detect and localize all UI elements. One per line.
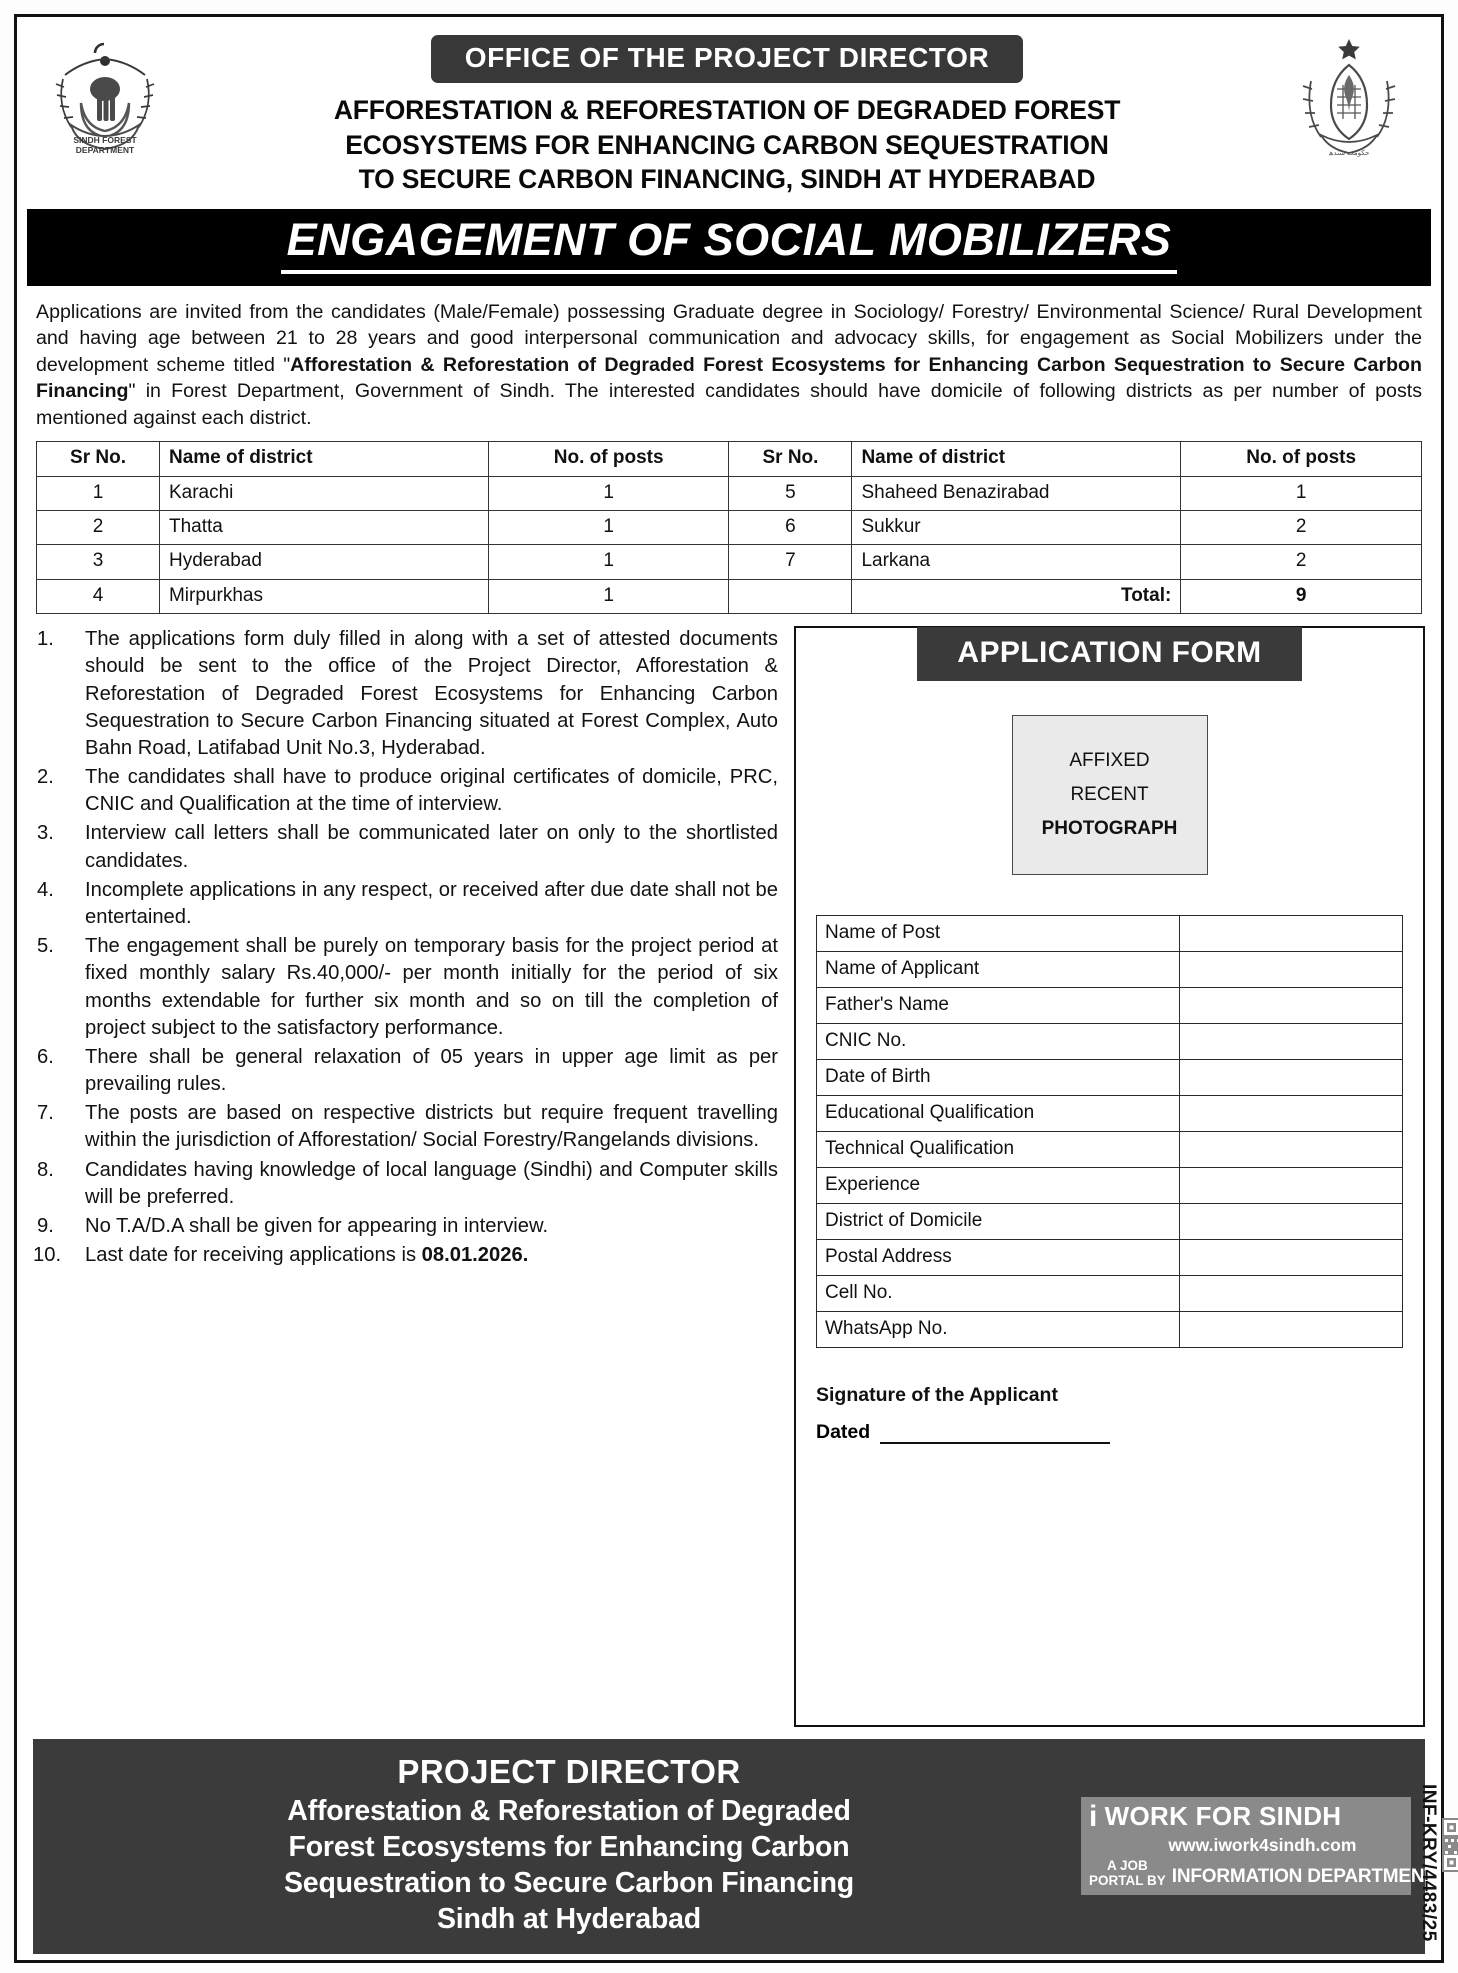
badge-content — [1089, 1799, 1436, 1888]
cell-district-2-2: Sukkur — [852, 511, 1181, 545]
cell-district-1-4: Mirpurkhas — [159, 579, 488, 613]
form-field-row — [817, 1060, 1403, 1096]
photograph-placeholder — [1012, 715, 1208, 875]
header-text-block — [175, 29, 1279, 197]
cell-total-value: 9 — [1181, 579, 1422, 613]
table-row-total — [37, 579, 1422, 613]
table-row — [37, 476, 1422, 510]
photo-line-1: AFFIXED — [1069, 750, 1150, 772]
field-label-technical-qualification: Technical Qualification — [817, 1132, 1180, 1168]
form-field-row — [817, 1240, 1403, 1276]
list-item-last-date — [33, 1242, 778, 1269]
field-input-educational-qualification[interactable] — [1180, 1096, 1403, 1132]
cell-posts-1-4: 1 — [488, 579, 729, 613]
cell-sr-2-1: 5 — [729, 476, 852, 510]
list-item-number: 2. — [37, 766, 54, 789]
list-item-text: No T.A/D.A shall be given for appearing in interview. — [85, 1214, 549, 1237]
svg-text:DEPARTMENT: DEPARTMENT — [75, 145, 135, 155]
intro-part-1: Applications are invited from the candidates (Male/Female) possessing Graduate degree in Sociology/ Forestry/ Environmental Science/ Rural Development and having age between 21 to 28 years and good interpersonal communication and advocacy skills, for engagement as Social Mobilizers under the development scheme titled " — [36, 300, 1422, 376]
cell-posts-1-2: 1 — [488, 511, 729, 545]
footer-line-3: Sequestration to Secure Carbon Financing — [283, 1867, 854, 1900]
field-input-fathers-name[interactable] — [1180, 988, 1403, 1024]
cell-posts-2-2: 2 — [1181, 511, 1422, 545]
photo-line-3: PHOTOGRAPH — [1041, 818, 1178, 840]
list-item — [33, 877, 778, 931]
field-label-experience: Experience — [817, 1168, 1180, 1204]
district-posts-table — [36, 441, 1422, 614]
field-input-date-of-birth[interactable] — [1180, 1060, 1403, 1096]
field-input-postal-address[interactable] — [1180, 1240, 1403, 1276]
cell-sr-1-3: 3 — [37, 545, 160, 579]
intro-scheme-name: Afforestation & Reforestation of Degraded Forest Ecosystems for Enhancing Carbon Sequestration to Secure Carbon Financing — [36, 353, 1422, 403]
footer-line-4: Sindh at Hyderabad — [436, 1903, 702, 1936]
list-item — [33, 1044, 778, 1098]
list-item — [33, 1157, 778, 1211]
cell-sr-2-3: 7 — [729, 545, 852, 579]
cell-district-1-1: Karachi — [159, 476, 488, 510]
list-item — [33, 626, 778, 762]
footer-authority-block — [47, 1753, 1081, 1938]
form-field-row — [817, 1024, 1403, 1060]
table-row — [37, 545, 1422, 579]
svg-text:حکومت سندھ: حکومت سندھ — [1328, 150, 1370, 157]
cell-district-2-1: Shaheed Benazirabad — [852, 476, 1181, 510]
cell-sr-2-2: 6 — [729, 511, 852, 545]
form-field-row — [817, 1096, 1403, 1132]
last-date-value: 08.01.2026. — [421, 1244, 529, 1267]
field-label-cnic-no: CNIC No. — [817, 1024, 1180, 1060]
list-item-number: 7. — [37, 1102, 54, 1125]
intro-paragraph — [27, 286, 1431, 442]
cell-posts-2-3: 2 — [1181, 545, 1422, 579]
office-banner: OFFICE OF THE PROJECT DIRECTOR — [431, 35, 1024, 83]
list-item-text: Last date for receiving applications is — [85, 1244, 422, 1267]
svg-text:SINDH FOREST: SINDH FOREST — [73, 135, 137, 145]
field-label-educational-qualification: Educational Qualification — [817, 1096, 1180, 1132]
application-form-column — [794, 626, 1425, 1727]
list-item-text: Incomplete applications in any respect, or received after due date shall not be entertained. — [85, 878, 778, 928]
col-header-posts-2: No. of posts — [1181, 442, 1422, 476]
intro-part-2: " in Forest Department, Government of Sindh. The interested candidates should have domicile of following districts as per number of posts mentioned against each district. — [36, 380, 1422, 429]
form-field-row — [817, 916, 1403, 952]
list-item-number: 4. — [37, 878, 54, 901]
project-title-line-2: ECOSYSTEMS FOR ENHANCING CARBON SEQUESTRATION — [345, 129, 1109, 160]
dated-label: Dated — [816, 1421, 871, 1444]
list-item — [33, 1100, 778, 1154]
cell-district-2-3: Larkana — [852, 545, 1181, 579]
main-title-banner — [27, 209, 1431, 286]
col-header-sr-2: Sr No. — [729, 442, 852, 476]
dated-row — [816, 1421, 1403, 1444]
cell-sr-2-4 — [729, 579, 852, 613]
list-item — [33, 933, 778, 1042]
cell-sr-1-1: 1 — [37, 476, 160, 510]
instructions-column — [33, 626, 778, 1727]
cell-total-label: Total: — [852, 579, 1181, 613]
table-header-row — [37, 442, 1422, 476]
form-field-row — [817, 1276, 1403, 1312]
field-label-name-of-applicant: Name of Applicant — [817, 952, 1180, 988]
field-input-name-of-post[interactable] — [1180, 916, 1403, 952]
form-field-row — [817, 952, 1403, 988]
cell-posts-2-1: 1 — [1181, 476, 1422, 510]
footer-project-director: PROJECT DIRECTOR — [397, 1753, 741, 1791]
field-label-district-of-domicile: District of Domicile — [817, 1204, 1180, 1240]
project-title-line-3: TO SECURE CARBON FINANCING, SINDH AT HYDERABAD — [358, 164, 1096, 195]
dated-blank-line[interactable] — [880, 1430, 1110, 1444]
badge-portal-line-2: PORTAL BY — [1089, 1872, 1166, 1888]
badge-title: WORK FOR SINDH — [1104, 1801, 1342, 1832]
sindh-forest-department-logo — [35, 29, 175, 169]
list-item-text: The candidates shall have to produce original certificates of domicile, PRC, CNIC and Qualification at the time of interview. — [85, 766, 778, 816]
badge-portal-row — [1089, 1858, 1436, 1888]
field-input-experience[interactable] — [1180, 1168, 1403, 1204]
col-header-district-1: Name of district — [159, 442, 488, 476]
list-item-number: 8. — [37, 1158, 54, 1181]
government-of-sindh-emblem — [1279, 29, 1419, 169]
photo-line-2: RECENT — [1070, 784, 1149, 806]
field-label-cell-no: Cell No. — [817, 1276, 1180, 1312]
form-field-row — [817, 1312, 1403, 1348]
field-label-fathers-name: Father's Name — [817, 988, 1180, 1024]
body-columns — [27, 614, 1431, 1727]
reference-code: INF-KRY/4483/25 — [1418, 1784, 1439, 1942]
badge-portal-line-1: A JOB — [1107, 1857, 1148, 1873]
application-form-panel — [794, 626, 1425, 1727]
badge-title-row — [1089, 1799, 1436, 1833]
badge-website[interactable]: www.iwork4sindh.com — [1168, 1834, 1357, 1855]
list-item-number: 3. — [37, 822, 54, 845]
list-item-number: 5. — [37, 935, 54, 958]
person-icon: i — [1089, 1799, 1098, 1833]
list-item-text: There shall be general relaxation of 05 years in upper age limit as per prevailing rules. — [85, 1045, 778, 1096]
cell-district-1-2: Thatta — [159, 511, 488, 545]
cell-posts-1-1: 1 — [488, 476, 729, 510]
col-header-sr-1: Sr No. — [37, 442, 160, 476]
form-field-row — [817, 988, 1403, 1024]
field-input-whatsapp-no[interactable] — [1180, 1312, 1403, 1348]
project-title-line-1: AFFORESTATION & REFORESTATION OF DEGRADED FOREST — [333, 95, 1121, 125]
form-field-row — [817, 1204, 1403, 1240]
list-item-number: 1. — [37, 628, 54, 651]
qr-code-icon[interactable] — [1442, 1818, 1458, 1872]
table-row — [37, 511, 1422, 545]
field-input-name-of-applicant[interactable] — [1180, 952, 1403, 988]
footer-line-2: Forest Ecosystems for Enhancing Carbon — [288, 1831, 850, 1864]
field-label-whatsapp-no: WhatsApp No. — [817, 1312, 1180, 1348]
project-title — [334, 93, 1120, 197]
list-item — [33, 764, 778, 818]
cell-district-1-3: Hyderabad — [159, 545, 488, 579]
advertisement-sheet — [14, 14, 1444, 1963]
field-label-name-of-post: Name of Post — [817, 916, 1180, 952]
list-item-text: The posts are based on respective districts but require frequent travelling within the jurisdiction of Afforestation/ Social Forestry/Rangelands divisions. — [85, 1102, 778, 1152]
list-item-number: 6. — [37, 1045, 54, 1068]
footer-scheme-name — [57, 1794, 1081, 1938]
instructions-list — [33, 626, 778, 1269]
list-item — [33, 1213, 778, 1240]
form-field-row — [817, 1132, 1403, 1168]
document-header — [27, 25, 1431, 201]
badge-portal-by — [1089, 1858, 1166, 1888]
list-item-text: Candidates having knowledge of local language (Sindhi) and Computer skills will be preferred. — [85, 1158, 778, 1208]
list-item-text: The applications form duly filled in along with a set of attested documents should be sent to the office of the Project Director, Afforestation & Reforestation of Degraded Forest Ecosystems for Enhancing Carbon Sequestration to Secure Carbon Financing situated at Forest Complex, Auto Bahn Road, Latifabad Unit No.3, Hyderabad. — [85, 628, 778, 759]
field-input-technical-qualification[interactable] — [1180, 1132, 1403, 1168]
field-input-cnic-no[interactable] — [1180, 1024, 1403, 1060]
field-label-date-of-birth: Date of Birth — [817, 1060, 1180, 1096]
application-form-fields-table — [816, 915, 1403, 1348]
list-item-text: The engagement shall be purely on temporary basis for the project period at fixed monthly salary Rs.40,000/- per month initially for the period of six months extendable for further six month and so on till the completion of project subject to the satisfactory performance. — [85, 935, 778, 1039]
footer-line-1: Afforestation & Reforestation of Degraded — [287, 1795, 851, 1828]
field-input-cell-no[interactable] — [1180, 1276, 1403, 1312]
col-header-posts-1: No. of posts — [488, 442, 729, 476]
cell-posts-1-3: 1 — [488, 545, 729, 579]
list-item — [33, 820, 778, 874]
list-item-text: Interview call letters shall be communicated later on only to the shortlisted candidates. — [85, 822, 778, 872]
cell-sr-1-2: 2 — [37, 511, 160, 545]
badge-department: INFORMATION DEPARTMENT — [1171, 1865, 1436, 1887]
signature-label: Signature of the Applicant — [816, 1384, 1058, 1407]
field-input-district-of-domicile[interactable] — [1180, 1204, 1403, 1240]
main-title-text: ENGAGEMENT OF SOCIAL MOBILIZERS — [281, 215, 1178, 274]
cell-sr-1-4: 4 — [37, 579, 160, 613]
form-field-row — [817, 1168, 1403, 1204]
list-item-number: 10. — [33, 1244, 62, 1267]
field-label-postal-address: Postal Address — [817, 1240, 1180, 1276]
application-form-title: APPLICATION FORM — [917, 627, 1301, 681]
application-form-title-wrap — [816, 627, 1403, 681]
list-item-number: 9. — [37, 1214, 54, 1237]
col-header-district-2: Name of district — [852, 442, 1181, 476]
